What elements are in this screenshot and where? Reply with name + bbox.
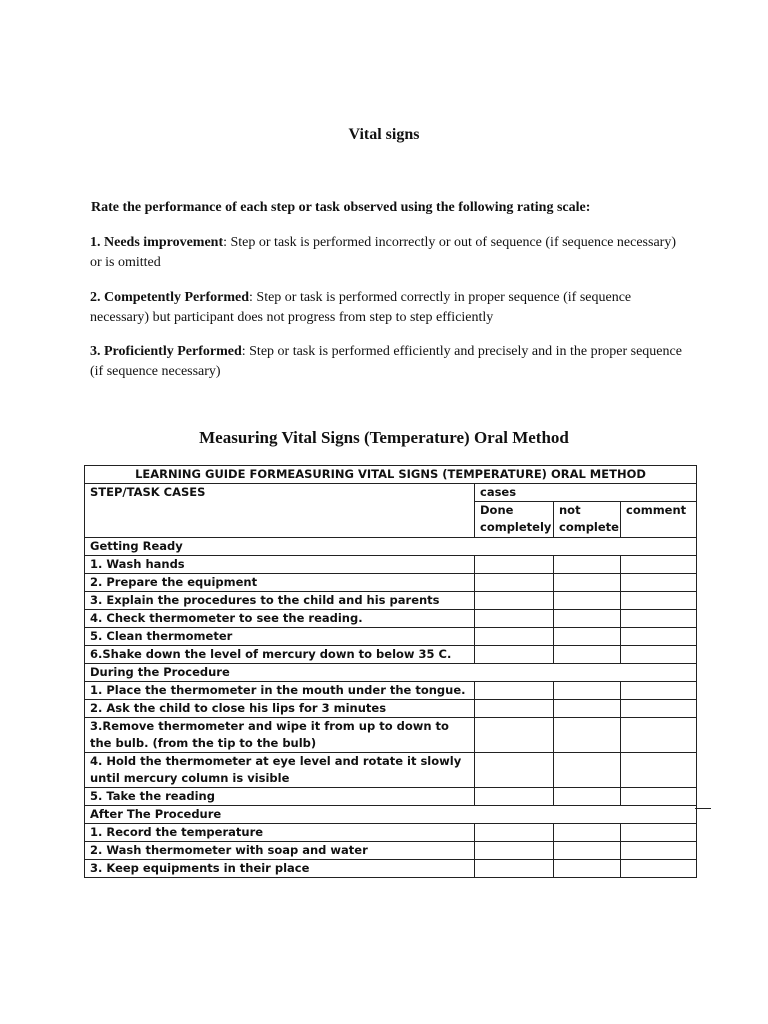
step-cell: 1. Wash hands [85, 556, 475, 574]
table-row [85, 556, 697, 574]
rating-scale-text: : Step or task is performed efficiently and precisely and in the proper sequence (if sequence necessary) [90, 344, 682, 379]
rating-scale-item [90, 288, 690, 328]
done-completely-cell[interactable] [475, 610, 554, 628]
done-completely-cell[interactable] [475, 682, 554, 700]
section-heading: Getting Ready [85, 538, 697, 556]
step-cell: 2. Prepare the equipment [85, 574, 475, 592]
step-cell: 6.Shake down the level of mercury down to below 35 C. [85, 646, 475, 664]
table-caption-row [85, 466, 697, 484]
comment-cell[interactable] [621, 842, 697, 860]
document-title: Vital signs [348, 126, 420, 143]
step-cell: 2. Ask the child to close his lips for 3 minutes [85, 700, 475, 718]
rating-scale-text: : Step or task is performed correctly in proper sequence (if sequence necessary) but participant does not progress from step to step efficiently [90, 290, 632, 325]
comment-cell[interactable] [621, 646, 697, 664]
not-complete-cell[interactable] [554, 682, 621, 700]
section-heading: During the Procedure [85, 664, 697, 682]
section-heading: After The Procedure [85, 806, 697, 824]
not-complete-cell[interactable] [554, 628, 621, 646]
divider-line [695, 808, 711, 809]
table-row [85, 574, 697, 592]
done-completely-cell[interactable] [475, 842, 554, 860]
table-row [85, 700, 697, 718]
done-completely-cell[interactable] [475, 646, 554, 664]
table-row [85, 753, 697, 788]
not-complete-cell[interactable] [554, 610, 621, 628]
step-cell: 2. Wash thermometer with soap and water [85, 842, 475, 860]
not-complete-header: not complete [554, 502, 621, 538]
rating-scale-label: 3. Proficiently Performed [90, 344, 242, 359]
not-complete-cell[interactable] [554, 574, 621, 592]
table-row [85, 860, 697, 878]
rating-intro: Rate the performance of each step or task observed using the following rating scale: [91, 200, 591, 215]
step-task-header: STEP/TASK CASES [85, 484, 475, 538]
cases-header: cases [475, 484, 697, 502]
table-row [85, 842, 697, 860]
comment-cell[interactable] [621, 824, 697, 842]
section-row [85, 664, 697, 682]
comment-cell[interactable] [621, 610, 697, 628]
comment-cell[interactable] [621, 753, 697, 788]
not-complete-cell[interactable] [554, 556, 621, 574]
step-cell: 5. Take the reading [85, 788, 475, 806]
table-row [85, 592, 697, 610]
not-complete-cell[interactable] [554, 753, 621, 788]
not-complete-cell[interactable] [554, 700, 621, 718]
step-cell: 3. Keep equipments in their place [85, 860, 475, 878]
table-row [85, 646, 697, 664]
table-row [85, 628, 697, 646]
done-completely-cell[interactable] [475, 700, 554, 718]
step-cell: 4. Hold the thermometer at eye level and rotate it slowly until mercury column is visible [85, 753, 475, 788]
rating-scale-item [90, 342, 690, 382]
table-row [85, 718, 697, 753]
comment-cell[interactable] [621, 592, 697, 610]
done-completely-cell[interactable] [475, 753, 554, 788]
not-complete-cell[interactable] [554, 842, 621, 860]
done-completely-cell[interactable] [475, 824, 554, 842]
done-completely-cell[interactable] [475, 628, 554, 646]
section-row [85, 806, 697, 824]
table-row [85, 824, 697, 842]
not-complete-cell[interactable] [554, 788, 621, 806]
rating-scale-item [90, 233, 690, 273]
section-row [85, 538, 697, 556]
done-completely-cell[interactable] [475, 574, 554, 592]
comment-cell[interactable] [621, 700, 697, 718]
table-row [85, 610, 697, 628]
comment-cell[interactable] [621, 556, 697, 574]
comment-header: comment [621, 502, 697, 538]
rating-scale-label: 1. Needs improvement [90, 235, 224, 250]
step-cell: 3. Explain the procedures to the child and his parents [85, 592, 475, 610]
step-cell: 1. Record the temperature [85, 824, 475, 842]
step-cell: 4. Check thermometer to see the reading. [85, 610, 475, 628]
rating-scale-text: : Step or task is performed incorrectly or out of sequence (if sequence necessary) or is omitted [90, 235, 676, 270]
comment-cell[interactable] [621, 788, 697, 806]
step-cell: 5. Clean thermometer [85, 628, 475, 646]
step-cell: 1. Place the thermometer in the mouth under the tongue. [85, 682, 475, 700]
table-header-row [85, 484, 697, 502]
done-completely-cell[interactable] [475, 860, 554, 878]
comment-cell[interactable] [621, 860, 697, 878]
done-completely-header: Done completely [475, 502, 554, 538]
not-complete-cell[interactable] [554, 718, 621, 753]
not-complete-cell[interactable] [554, 860, 621, 878]
not-complete-cell[interactable] [554, 824, 621, 842]
rating-scale-label: 2. Competently Performed [90, 290, 250, 305]
table-caption: LEARNING GUIDE FORMEASURING VITAL SIGNS (TEMPERATURE) ORAL METHOD [85, 466, 697, 484]
step-cell: 3.Remove thermometer and wipe it from up to down to the bulb. (from the tip to the bulb) [85, 718, 475, 753]
comment-cell[interactable] [621, 574, 697, 592]
table-title: Measuring Vital Signs (Temperature) Oral Method [199, 428, 569, 447]
table-row [85, 682, 697, 700]
comment-cell[interactable] [621, 628, 697, 646]
done-completely-cell[interactable] [475, 556, 554, 574]
not-complete-cell[interactable] [554, 646, 621, 664]
comment-cell[interactable] [621, 718, 697, 753]
learning-guide-table [84, 465, 697, 878]
comment-cell[interactable] [621, 682, 697, 700]
not-complete-cell[interactable] [554, 592, 621, 610]
done-completely-cell[interactable] [475, 788, 554, 806]
done-completely-cell[interactable] [475, 718, 554, 753]
done-completely-cell[interactable] [475, 592, 554, 610]
table-row [85, 788, 697, 806]
